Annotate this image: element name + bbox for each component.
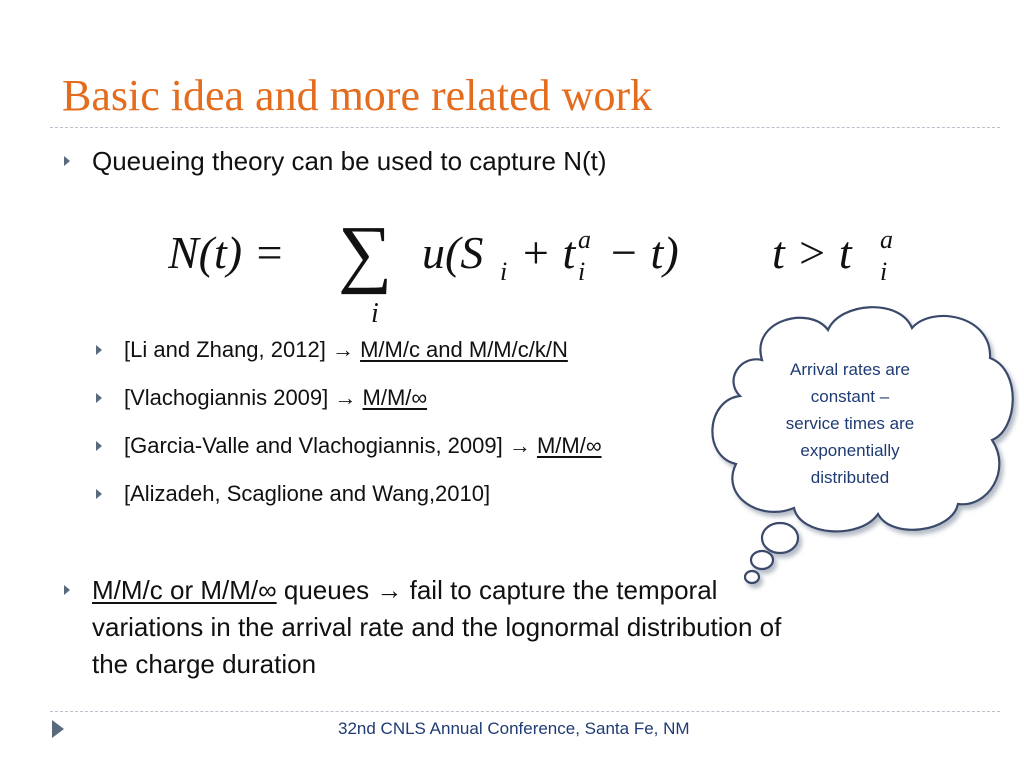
- right-arrow-icon: →: [508, 433, 531, 458]
- formula-sum-index: i: [371, 298, 379, 329]
- bullet-queue-limitations: [92, 572, 717, 608]
- cloud-text: [760, 356, 940, 491]
- bullet2-line1-rest: queues → fail to capture the temporal: [276, 575, 718, 605]
- footer-text: 32nd CNLS Annual Conference, Santa Fe, NM: [338, 719, 690, 738]
- formula-term-sub: i: [500, 257, 508, 286]
- formula-minus-t: − t): [608, 227, 679, 278]
- cloud-line: constant –: [810, 387, 890, 406]
- cloud-line: distributed: [810, 468, 890, 487]
- formula-t-sup: a: [578, 225, 591, 254]
- ref-item: [124, 479, 490, 509]
- ref-item: [124, 335, 568, 365]
- ref-citation: [Alizadeh, Scaglione and Wang,2010]: [124, 481, 491, 506]
- ref-citation: [Li and Zhang, 2012]: [124, 337, 332, 362]
- ref-model: M/M/∞: [536, 433, 602, 458]
- formula-condition: t > t: [772, 227, 852, 278]
- footer-divider: [50, 711, 1000, 712]
- formula-term: u(S: [422, 227, 484, 278]
- ref-item: [124, 383, 427, 413]
- queue-models: M/M/c or M/M/∞: [92, 575, 277, 605]
- right-arrow-icon: →: [331, 337, 354, 362]
- formula-sum-symbol: ∑: [338, 211, 393, 295]
- sub-bullet-triangle-icon: [96, 345, 102, 355]
- bullet-queueing-theory: Queueing theory can be used to capture N(t): [92, 146, 607, 176]
- ref-item: [124, 431, 602, 461]
- right-arrow-icon: →: [334, 385, 357, 410]
- slide-title: Basic idea and more related work: [62, 71, 653, 120]
- bullet-triangle-icon: [64, 585, 70, 595]
- cloud-line: Arrival rates are: [790, 360, 910, 379]
- ref-model: M/M/∞: [362, 385, 428, 410]
- bullet2-line3: the charge duration: [92, 649, 317, 679]
- title-divider: [50, 127, 1000, 128]
- ref-model: M/M/c and M/M/c/k/N: [360, 337, 568, 362]
- formula-lhs: N(t) =: [168, 227, 285, 278]
- footer-triangle-icon: [52, 720, 64, 738]
- formula-plus-t: + t: [520, 227, 576, 278]
- sub-bullet-triangle-icon: [96, 441, 102, 451]
- formula-cond-sub: i: [880, 257, 888, 286]
- formula-t-sub: i: [578, 257, 586, 286]
- ref-citation: [Vlachogiannis 2009]: [124, 385, 335, 410]
- ref-citation: [Garcia-Valle and Vlachogiannis, 2009]: [124, 433, 509, 458]
- bullet-triangle-icon: [64, 156, 70, 166]
- formula-cond-sup: a: [880, 225, 893, 254]
- cloud-line: service times are: [785, 414, 915, 433]
- sub-bullet-triangle-icon: [96, 393, 102, 403]
- cloud-line: exponentially: [800, 441, 900, 460]
- sub-bullet-triangle-icon: [96, 489, 102, 499]
- bullet2-line2: variations in the arrival rate and the lognormal distribution of: [92, 612, 782, 642]
